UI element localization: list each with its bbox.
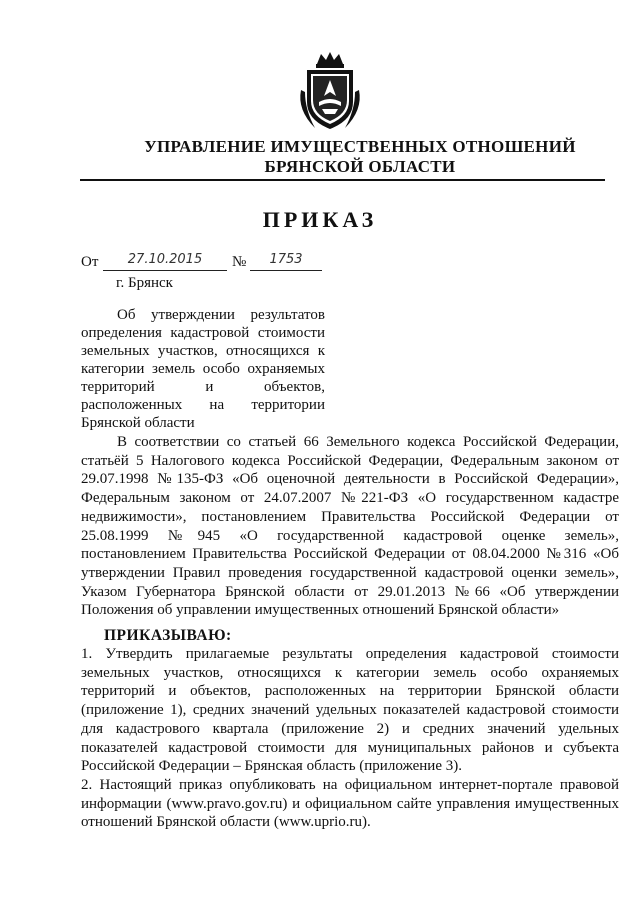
item-line: 1. Утвердить прилагаемые результаты определения кадастровой стоимости bbox=[81, 646, 619, 662]
item-line: отношений Брянской области (www.uprio.ru). bbox=[81, 814, 371, 831]
subject-line: Об утверждении результатов bbox=[117, 307, 325, 323]
city: г. Брянск bbox=[116, 275, 173, 291]
subject-line: Брянской области bbox=[81, 415, 195, 431]
preamble-line: недвижимости», постановлением Правительства Российской Федерации от bbox=[81, 508, 619, 525]
item-line: Российской Федерации – Брянская область (приложение 3). bbox=[81, 758, 462, 775]
order-subject bbox=[81, 306, 325, 432]
order-items bbox=[81, 645, 619, 832]
number-handwritten: 1753 bbox=[250, 252, 322, 271]
subject-line: территорий и объектов, bbox=[81, 379, 325, 395]
subject-line: определения кадастровой стоимости bbox=[81, 325, 325, 341]
order-directive: ПРИКАЗЫВАЮ: bbox=[104, 627, 232, 644]
item-line: территорий и объектов, расположенных на территории Брянской области bbox=[81, 683, 619, 700]
item-line: (приложение 1), средних значений удельных показателей кадастровой стоимости bbox=[81, 702, 619, 719]
preamble-line: постановлением Правительства Российской Федерации от 08.04.2000 №316 «Об bbox=[81, 546, 619, 563]
preamble-line: Федеральным законом от 24.07.2007 №221-ФЗ «О государственном кадастре bbox=[81, 490, 619, 507]
item-line: для кадастрового квартала (приложение 2) и средних значений удельных bbox=[81, 720, 619, 737]
subject-line: категории земель особо охраняемых bbox=[81, 361, 325, 377]
organization-name-line1: УПРАВЛЕНИЕ ИМУЩЕСТВЕННЫХ ОТНОШЕНИЙ bbox=[144, 137, 576, 156]
item-line: земельных участков, относящихся к категории земель особо охраняемых bbox=[81, 664, 619, 681]
item-line: показателей кадастровой стоимости для муниципальных районов и субъекта bbox=[81, 739, 619, 756]
preamble-line: 29.07.1998 №135-ФЗ «Об оценочной деятельности в Российской Федерации», bbox=[81, 471, 619, 488]
bryansk-coat-of-arms-icon bbox=[295, 50, 365, 132]
preamble-line: Положения об управлении имущественных отношений Брянской области» bbox=[81, 602, 560, 619]
organization-name-line2: БРЯНСКОЙ ОБЛАСТИ bbox=[264, 157, 456, 176]
preamble-line: 25.08.1999 №945 «О государственной кадастровой оценке земель», bbox=[81, 527, 619, 544]
subject-line: расположенных на территории bbox=[81, 397, 325, 413]
preamble-line: утверждении Правил проведения государственной кадастровой оценки земель», bbox=[81, 564, 619, 581]
item-line: информации (www.pravo.gov.ru) и официальном сайте управления имущественных bbox=[81, 795, 619, 812]
number-label: № bbox=[232, 254, 247, 270]
subject-line: земельных участков, относящихся к bbox=[81, 343, 325, 359]
date-label: От bbox=[81, 254, 99, 270]
preamble-line: статьёй 5 Налогового кодекса Российской Федерации, Федеральным законом от bbox=[81, 452, 619, 469]
preamble-line: Указом Губернатора Брянской области от 29.01.2013 №66 «Об утверждении bbox=[81, 583, 619, 600]
document-title: ПРИКАЗ bbox=[262, 207, 378, 232]
header-divider bbox=[80, 179, 605, 181]
coat-of-arms-emblem bbox=[295, 50, 365, 132]
item-line: 2. Настоящий приказ опубликовать на официальном интернет-портале правовой bbox=[81, 776, 619, 793]
preamble-paragraph bbox=[81, 433, 619, 620]
preamble-line: В соответствии со статьей 66 Земельного кодекса Российской Федерации, bbox=[117, 434, 619, 450]
date-handwritten: 27.10.2015 bbox=[103, 252, 227, 271]
